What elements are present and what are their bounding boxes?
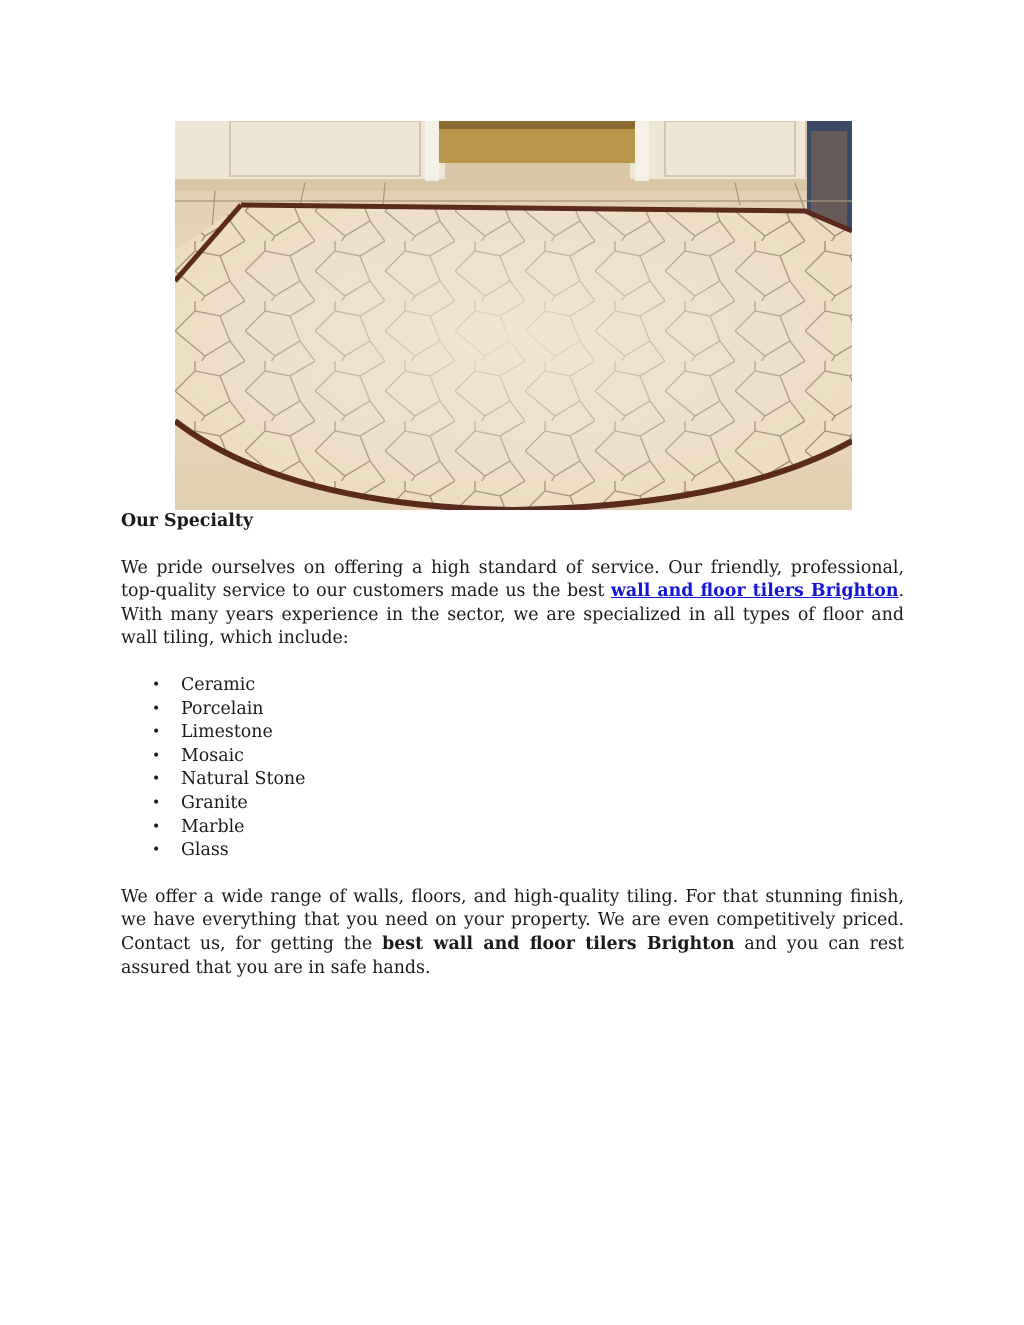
list-item-label: Glass [181, 840, 229, 861]
closing-paragraph [121, 886, 904, 980]
intro-text-before: We pride ourselves on offering a high standard of service. Our friendly, professional, top-quality service to our customers made us the best [121, 557, 904, 602]
bullet-icon: • [152, 676, 161, 693]
intro-text-after: . With many years experience in the sector, we are specialized in all types of floor and wall tiling, which include: [121, 581, 904, 649]
list-item [121, 839, 904, 863]
intro-paragraph [121, 557, 904, 651]
list-item [121, 768, 904, 792]
list-item-label: Porcelain [181, 698, 264, 719]
list-item-label: Mosaic [181, 745, 244, 766]
list-item-label: Granite [181, 792, 248, 813]
closing-text-before: We offer a wide range of walls, floors, and high-quality tiling. For that stunning finish, we have everything that you need on your property. We are even competitively priced. Contact us, for getting the [121, 886, 904, 954]
list-item [121, 698, 904, 722]
list-item-label: Limestone [181, 722, 273, 743]
closing-bold-phrase: best wall and floor tilers Brighton [382, 933, 735, 954]
tile-types-list [121, 674, 904, 863]
list-item [121, 721, 904, 745]
list-item [121, 674, 904, 698]
bullet-icon: • [152, 818, 161, 835]
tiled-floor-photo [175, 121, 852, 510]
list-item-label: Ceramic [181, 674, 256, 695]
bullet-icon: • [152, 700, 161, 717]
section-heading: Our Specialty [121, 511, 254, 531]
list-item [121, 745, 904, 769]
bullet-icon: • [152, 771, 161, 788]
list-item-label: Marble [181, 816, 245, 837]
bullet-icon: • [152, 747, 161, 764]
list-item [121, 816, 904, 840]
closing-text-after: and you can rest assured that you are in safe hands. [121, 933, 904, 978]
content-column [121, 509, 904, 980]
list-item [121, 792, 904, 816]
tilers-brighton-link[interactable]: wall and floor tilers Brighton [610, 581, 899, 602]
bullet-icon: • [152, 842, 161, 859]
list-item-label: Natural Stone [181, 769, 306, 790]
bullet-icon: • [152, 794, 161, 811]
bullet-icon: • [152, 724, 161, 741]
